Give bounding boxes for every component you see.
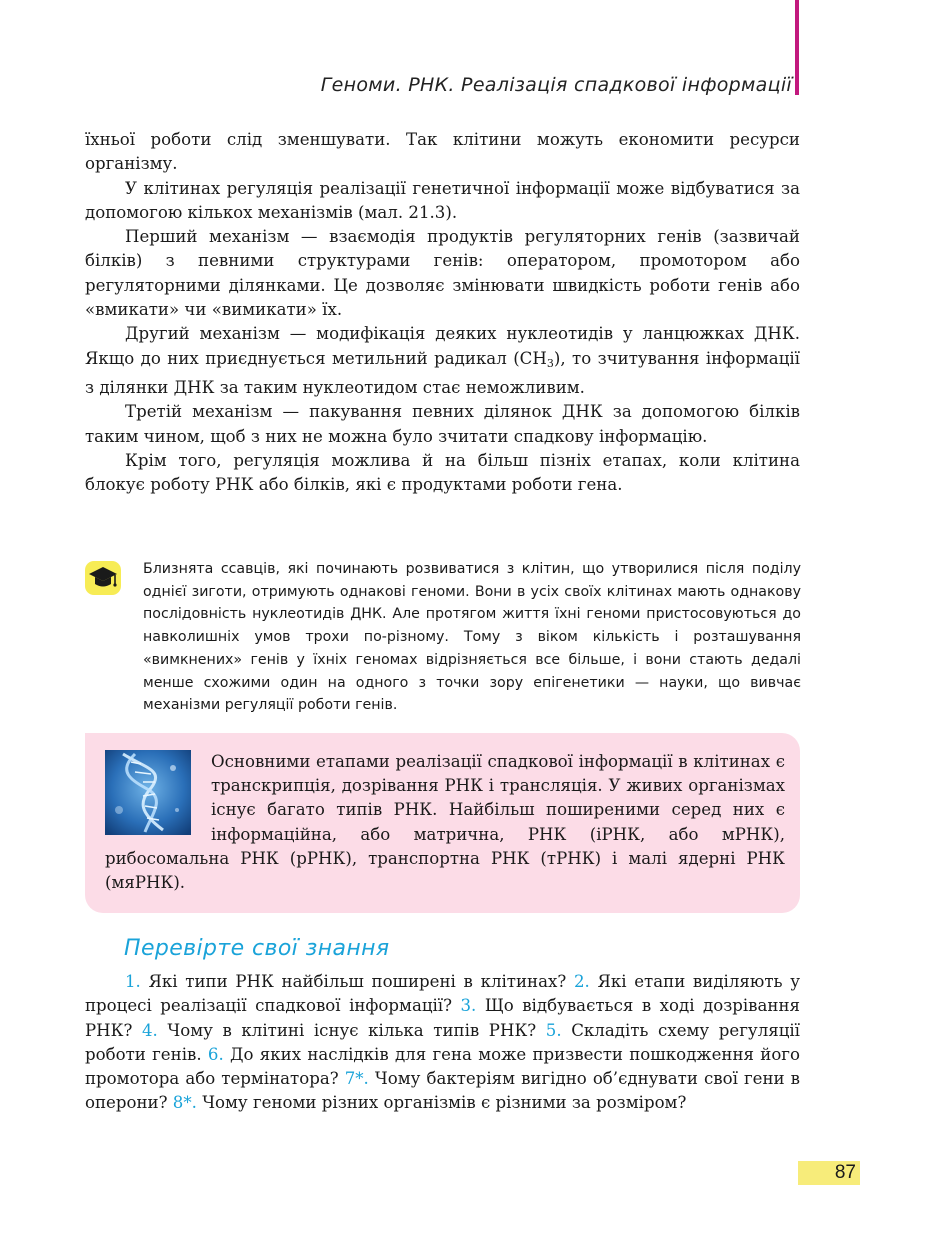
question-number: 7*.: [344, 1069, 369, 1089]
key-summary-text: [105, 750, 785, 895]
question-number: 1.: [125, 972, 141, 991]
question-text: Що відбувається в ході дозрівання РНК?: [85, 996, 800, 1040]
question-text: Чому в клітині існує кілька типів РНК?: [157, 1020, 546, 1040]
subscript: 3: [546, 356, 554, 370]
question-text: Чому геноми різних організмів є різними за розміром?: [196, 1093, 687, 1113]
questions-paragraph: [85, 970, 800, 1116]
paragraph: їхньої роботи слід зменшувати. Так клітини можуть економити ресурси організму.: [85, 130, 800, 174]
question-number: 6.: [207, 1044, 224, 1064]
question-text: Які етапи виділяють у процесі реалізації спадкової інформації?: [85, 972, 800, 1016]
paragraph: Крім того, регуляція можлива й на більш пізніх етапах, коли клітина блокує роботу РНК або білків, які є продуктами роботи гена.: [85, 450, 800, 495]
header-accent-rule: [795, 0, 799, 95]
fact-note: [85, 558, 805, 718]
paragraph-text: Другий механізм — модифікація деяких нуклеотидів у ланцюжках ДНК. Якщо до них приєднується метильний радикал (CH: [85, 324, 800, 368]
paragraph: [85, 322, 800, 400]
question-number: 2.: [573, 972, 590, 991]
question-number: 4.: [141, 1020, 158, 1040]
question-text: Чому бактеріям вигідно об’єднувати свої гени в оперони?: [85, 1069, 800, 1113]
question-text: Які типи РНК найбільш поширені в клітинах?: [140, 972, 574, 991]
graduation-cap-icon: [85, 561, 121, 595]
page-number-box: [798, 1161, 860, 1185]
question-number: 5.: [545, 1020, 562, 1040]
question-number: 3.: [460, 996, 477, 1016]
main-text: [85, 128, 800, 497]
paragraph-text: ), то зчитування інформації з ділянки ДНК за таким нуклеотидом стає неможливим.: [85, 348, 800, 397]
page-number: 87: [834, 1162, 856, 1183]
question-text: Складіть схему регуляції роботи генів.: [85, 1020, 800, 1064]
question-text: До яких наслідків для гена може призвести пошкодження його промотора або термінатора?: [85, 1044, 800, 1089]
note-text: [143, 558, 801, 717]
question-number: 8*.: [172, 1093, 197, 1113]
key-summary-paragraph: Основними етапами реалізації спадкової інформації в клітинах є транскрипція, дозрівання РНК і трансляція. У живих організмах існує багато типів РНК. Найбільш поширеними серед них є інформаційна, або матрична, РНК (іРНК, або мРНК), рибосомальна РНК (рРНК), транспортна РНК (тРНК) і малі ядерні РНК (мяРНК).: [105, 752, 785, 893]
note-paragraph: Близнята ссавців, які починають розвиватися з клітин, що утворилися після поділу однієї зиготи, отримують однакові геноми. Вони в усіх своїх клітинах мають однакову послідовність нуклеотидів ДНК. Але протягом життя їхні геноми пристосовуються до навколишніх умов трохи по-різному. Тому з віком кількість і розташування «вимкнених» генів у їхніх геномах відрізняється все більше, і вони стають дедалі менше схожими один на одного з точки зору епігенетики — науки, що вивчає механізми регуляції роботи генів.: [143, 561, 801, 714]
running-header: Геноми. РНК. Реалізація спадкової інформації: [320, 74, 792, 96]
paragraph: Третій механізм — пакування певних ділянок ДНК за допомогою білків таким чином, щоб з них не можна було зчитати спадкову інформацію.: [85, 402, 800, 446]
paragraph: У клітинах регуляція реалізації генетичної інформації може відбуватися за допомогою кількох механізмів (мал. 21.3).: [85, 178, 800, 222]
review-heading: Перевірте свої знання: [124, 936, 390, 961]
review-questions: [85, 970, 800, 1116]
image-spacer: [105, 750, 211, 844]
paragraph: Перший механізм — взаємодія продуктів регуляторних генів (зазвичай білків) з певними структурами генів: оператором, промотором або регуляторними ділянками. Це дозволяє змінювати швидкість роботи генів або «вмикати» чи «вимикати» їх.: [85, 227, 800, 320]
key-summary-box: [85, 733, 800, 913]
